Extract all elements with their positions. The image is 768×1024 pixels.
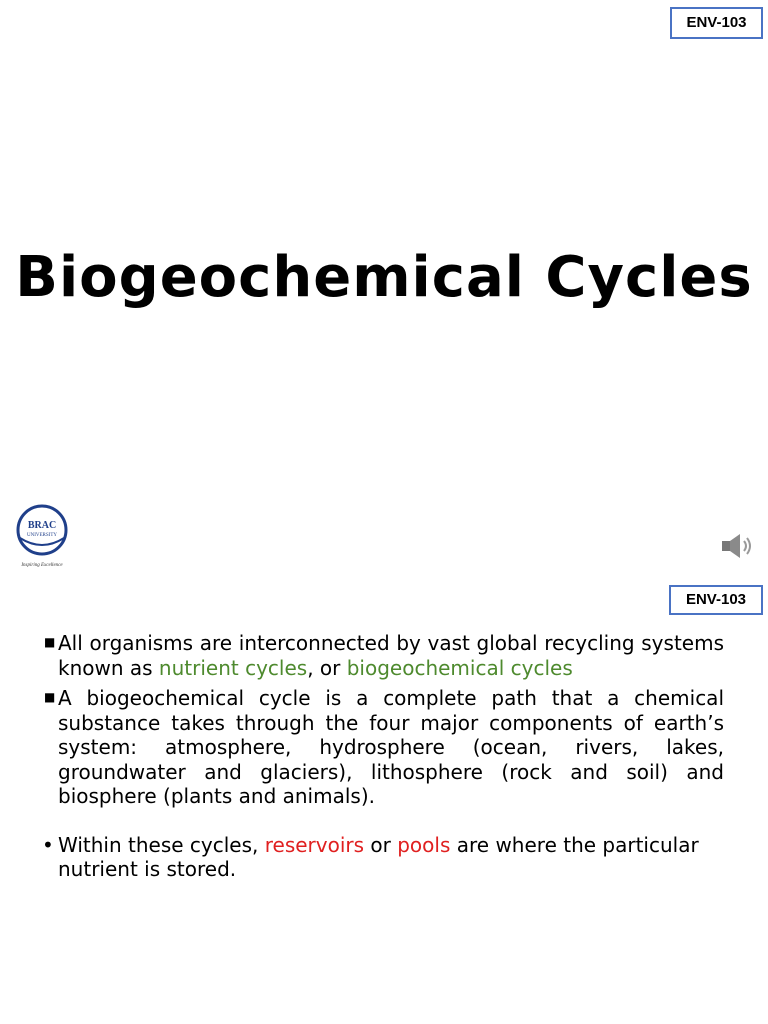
bullet-text: , or [307, 655, 347, 680]
list-item [44, 686, 724, 809]
round-bullet-icon: • [42, 832, 54, 857]
logo-subname: UNIVERSITY [27, 533, 57, 538]
content-slide [0, 578, 768, 1024]
course-code-badge: ENV-103 [669, 585, 763, 615]
bullet-text: All organisms are interconnected by vast global recycling systems known as [58, 631, 724, 680]
bullet-text: Within these cycles, [58, 832, 265, 857]
list-item [42, 832, 724, 882]
slide-title: Biogeochemical Cycles [15, 245, 753, 310]
highlight-term: biogeochemical cycles [346, 655, 573, 680]
bullet-list [0, 631, 768, 882]
list-item [44, 631, 724, 680]
speaker-icon[interactable] [720, 530, 756, 562]
highlight-term: reservoirs [264, 832, 365, 857]
bullet-text: or [364, 832, 398, 857]
bullet-text: are where the particular nutrient is stored. [58, 832, 699, 881]
course-code-badge: ENV-103 [670, 7, 763, 39]
logo-name: BRAC [27, 520, 57, 531]
brac-university-logo [6, 500, 78, 570]
square-bullet-icon: ■ [44, 635, 56, 649]
highlight-term: nutrient cycles [158, 655, 308, 680]
bullet-text: A biogeochemical cycle is a complete path that a chemical substance takes through the four major components of earth’s system: atmosphere, hydrosphere (ocean, rivers, lakes, groundwater and glaciers), lithosphere (rock and soil) and biosphere (plants and animals). [58, 686, 724, 808]
highlight-term: pools [397, 832, 451, 857]
logo-tagline: Inspiring Excellence [21, 563, 63, 568]
square-bullet-icon: ■ [44, 690, 56, 704]
